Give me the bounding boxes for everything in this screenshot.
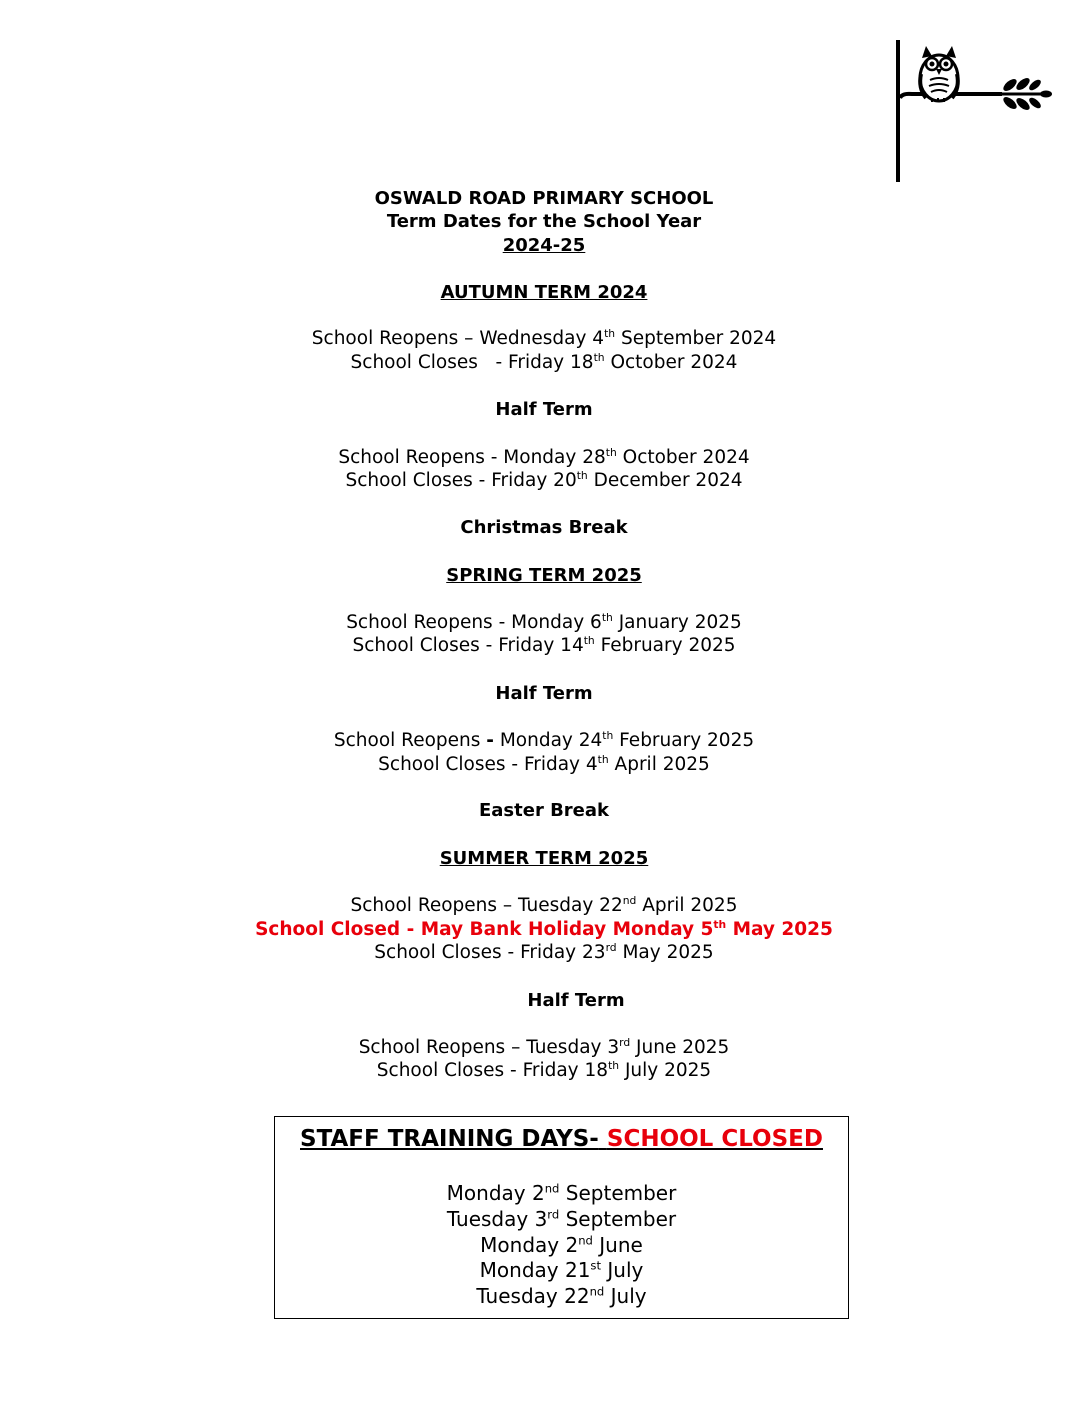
summer-reopen-2: School Reopens – Tuesday 3rd June 2025 bbox=[358, 1036, 730, 1058]
autumn-close-1: School Closes - Friday 18th October 2024 bbox=[350, 351, 738, 373]
summer-term-heading: SUMMER TERM 2025 bbox=[439, 848, 649, 869]
spring-reopen-1: School Reopens - Monday 6th January 2025 bbox=[346, 611, 742, 633]
christmas-break: Christmas Break bbox=[460, 517, 628, 538]
spring-half-term: Half Term bbox=[495, 683, 593, 704]
easter-break: Easter Break bbox=[478, 800, 610, 821]
training-day: Monday 2nd September bbox=[446, 1181, 677, 1205]
owl-on-branch-icon bbox=[892, 38, 1054, 186]
summer-close-1: School Closes - Friday 23rd May 2025 bbox=[374, 941, 714, 963]
spring-close-2: School Closes - Friday 4th April 2025 bbox=[378, 753, 710, 775]
school-closed-label: SCHOOL CLOSED bbox=[606, 1126, 823, 1152]
training-day: Monday 21st July bbox=[479, 1258, 644, 1282]
summer-close-2: School Closes - Friday 18th July 2025 bbox=[376, 1059, 712, 1081]
autumn-close-2: School Closes - Friday 20th December 2024 bbox=[345, 469, 743, 491]
bank-holiday-notice: School Closed - May Bank Holiday Monday 5th May 2025 bbox=[255, 918, 833, 940]
school-name: OSWALD ROAD PRIMARY SCHOOL bbox=[374, 188, 714, 209]
autumn-reopen-1: School Reopens – Wednesday 4th September 2024 bbox=[311, 327, 777, 349]
staff-training-days-box bbox=[274, 1116, 849, 1319]
summer-reopen-1: School Reopens – Tuesday 22nd April 2025 bbox=[350, 894, 738, 916]
autumn-half-term: Half Term bbox=[495, 399, 593, 420]
autumn-term-heading: AUTUMN TERM 2024 bbox=[440, 282, 648, 303]
school-year: 2024-25 bbox=[502, 235, 586, 256]
training-day: Tuesday 22nd July bbox=[476, 1284, 647, 1308]
document-subtitle: Term Dates for the School Year bbox=[386, 211, 702, 232]
summer-half-term: Half Term bbox=[527, 990, 625, 1011]
spring-close-1: School Closes - Friday 14th February 2025 bbox=[352, 634, 736, 656]
training-day: Monday 2nd June bbox=[480, 1233, 643, 1257]
spring-reopen-2: School Reopens - Monday 24th February 2025 bbox=[333, 729, 755, 751]
spring-term-heading: SPRING TERM 2025 bbox=[446, 565, 642, 586]
training-days-title: STAFF TRAINING DAYS- SCHOOL CLOSED bbox=[300, 1126, 823, 1152]
training-day: Tuesday 3rd September bbox=[446, 1207, 677, 1231]
autumn-reopen-2: School Reopens - Monday 28th October 2024 bbox=[338, 446, 750, 468]
